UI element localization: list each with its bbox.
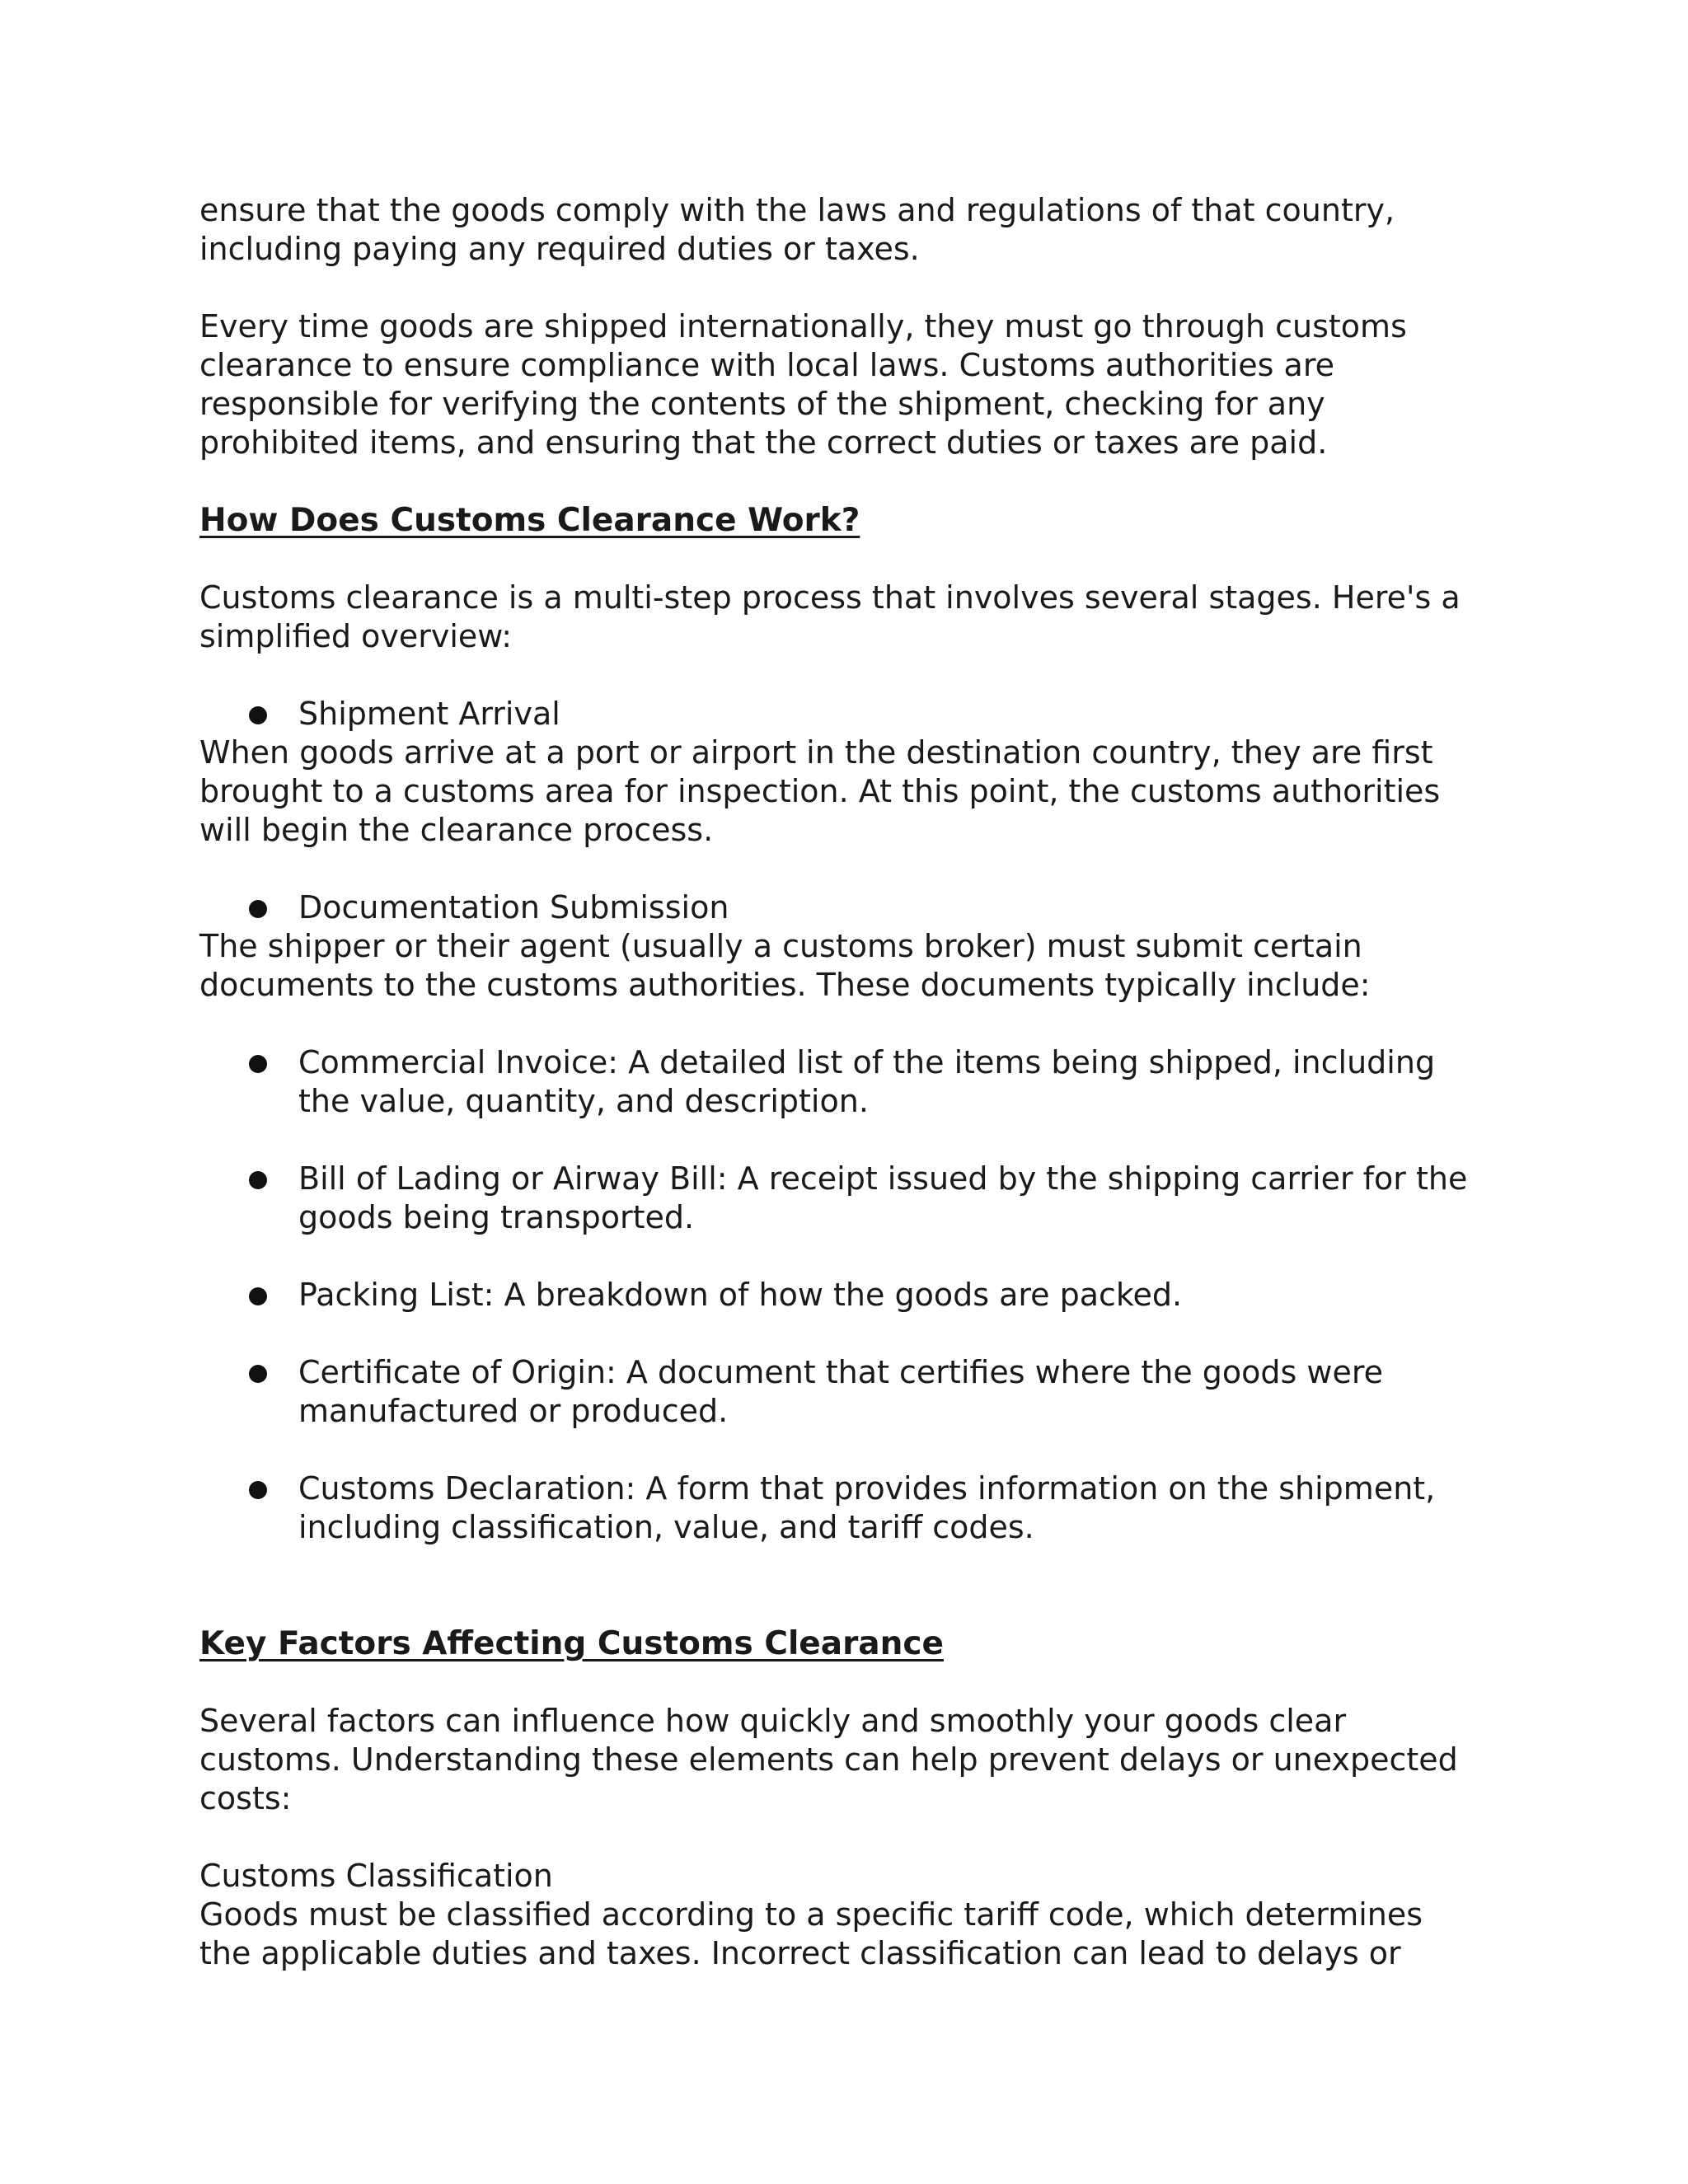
bullet-dot-icon [249,1055,267,1073]
section-heading-key-factors: Key Factors Affecting Customs Clearance [199,1625,944,1662]
bullet-dot-icon [249,706,267,724]
list-item: Certificate of Origin: A document that certifies where the goods were manufactured or produced. [199,1353,1518,1431]
section1-intro: Customs clearance is a multi-step process that involves several stages. Here's a simplified overview: [199,579,1461,654]
bullet-dot-icon [249,1481,267,1499]
step2-description: The shipper or their agent (usually a customs broker) must submit certain documents to the customs authorities. These documents typically include: [199,928,1371,1003]
intro-paragraph-1: ensure that the goods comply with the laws and regulations of that country, including paying any required duties or taxes. [199,192,1395,267]
sub-heading-customs-classification: Customs Classification [199,1858,553,1894]
required-documents-list [199,1043,1518,1547]
step1-description: When goods arrive at a port or airport in the destination country, they are first brought to a customs area for inspection. At this point, the customs authorities will begin the clearance process. [199,734,1441,848]
step-list-documentation [199,888,1518,927]
bullet-dot-icon [249,1287,267,1305]
bullet-dot-icon [249,1365,267,1383]
section-heading-how-it-works: How Does Customs Clearance Work? [199,502,860,539]
list-item: Shipment Arrival [199,695,1518,733]
document-page [199,191,1518,1973]
section2-intro: Several factors can influence how quickly and smoothly your goods clear customs. Understanding these elements can help prevent delays or unexpected costs: [199,1703,1458,1816]
list-item: Bill of Lading or Airway Bill: A receipt issued by the shipping carrier for the goods being transported. [199,1160,1518,1237]
list-item: Documentation Submission [199,888,1518,927]
list-item: Packing List: A breakdown of how the goods are packed. [199,1276,1518,1315]
list-item: Customs Declaration: A form that provides information on the shipment, including classification, value, and tariff codes. [199,1469,1518,1547]
list-item: Commercial Invoice: A detailed list of the items being shipped, including the value, quantity, and description. [199,1043,1518,1121]
step-list-arrival [199,695,1518,733]
customs-classification-description: Goods must be classified according to a specific tariff code, which determines the applicable duties and taxes. Incorrect classification can lead to delays or [199,1896,1423,1971]
bullet-dot-icon [249,1171,267,1189]
intro-paragraph-2: Every time goods are shipped internationally, they must go through customs clearance to ensure compliance with local laws. Customs authorities are responsible for verifying the contents of the shipment, checking for any prohibited items, and ensuring that the correct duties or taxes are paid. [199,308,1407,461]
bullet-dot-icon [249,900,267,918]
